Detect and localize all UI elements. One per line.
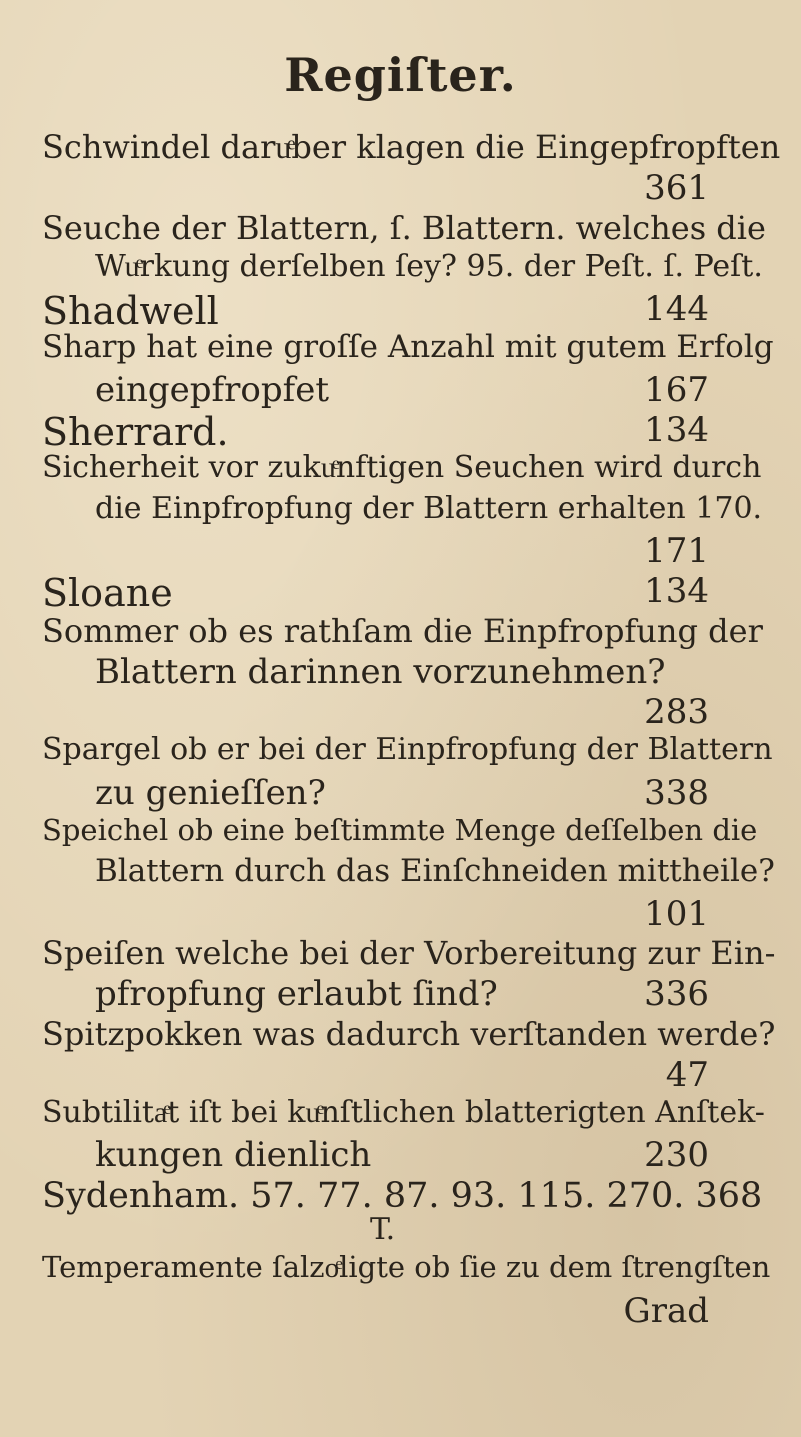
- entry-continuation: kungen dienlich: [95, 1135, 372, 1176]
- page-header: Regiſter.: [284, 48, 517, 102]
- entry-text: Sloane: [42, 571, 173, 616]
- entry-page-number: 171: [644, 530, 709, 571]
- entry-continuation: die Einpfropfung der Blattern erhalten 170.: [95, 490, 763, 526]
- entry-page-number: 230: [644, 1135, 709, 1176]
- entry-continuation: pfropfung erlaubt ſind?: [95, 974, 498, 1015]
- entry-text: Spitzpokken was dadurch verſtanden werde?: [42, 1014, 776, 1053]
- entry-page-number: 283: [644, 692, 709, 733]
- entry-page-number: 361: [644, 168, 709, 209]
- entry-text: Sicherheit vor zukuͤnftigen Seuchen wird durch: [42, 450, 762, 486]
- entry-text: Sherrard.: [42, 410, 229, 455]
- entry-text: Seuche der Blattern, ſ. Blattern. welches die: [42, 208, 766, 247]
- entry-page-number: 144: [644, 289, 709, 330]
- signature-mark: T.: [370, 1212, 396, 1248]
- entry-page-number: 47: [665, 1054, 709, 1095]
- entry-continuation: Wuͤrkung derſelben ſey? 95. der Peſt. ſ. Peſt.: [95, 248, 763, 284]
- entry-continuation: zu genieſſen?: [95, 772, 326, 813]
- entry-text: Temperamente ſalzoͤligte ob ſie zu dem ſtrengſten: [42, 1250, 771, 1285]
- entry-continuation: Blattern darinnen vorzunehmen?: [95, 651, 666, 692]
- entry-page-number: 167: [644, 369, 709, 410]
- entry-text: Speiſen welche bei der Vorbereitung zur Ein-: [42, 933, 776, 972]
- entry-continuation: eingepfropfet: [95, 369, 329, 410]
- entry-page-number: 134: [644, 571, 709, 612]
- entry-page-number: 134: [644, 410, 709, 451]
- entry-text: Sharp hat eine groſſe Anzahl mit gutem Erfolg: [42, 329, 774, 366]
- entry-text: Speichel ob eine beſtimmte Menge deſſelben die: [42, 813, 758, 848]
- entry-page-number: 101: [644, 893, 709, 934]
- entry-text: Schwindel daruͤber klagen die Eingepfropften: [42, 128, 781, 166]
- entry-text: Sydenham. 57. 77. 87. 93. 115. 270. 368: [42, 1175, 763, 1216]
- entry-text: Spargel ob er bei der Einpfropfung der Blattern: [42, 732, 773, 768]
- entry-continuation: Blattern durch das Einſchneiden mittheile?: [95, 853, 775, 890]
- entry-page-number: 338: [644, 772, 709, 813]
- entry-text: Subtilitaͤt iſt bei kuͤnſtlichen blatterigten Anſtek-: [42, 1095, 765, 1131]
- entry-text: Sommer ob es rathſam die Einpfropfung der: [42, 611, 763, 650]
- entry-page-number: 336: [644, 974, 709, 1015]
- catchword: Grad: [623, 1290, 709, 1331]
- entry-text: Shadwell: [42, 289, 219, 334]
